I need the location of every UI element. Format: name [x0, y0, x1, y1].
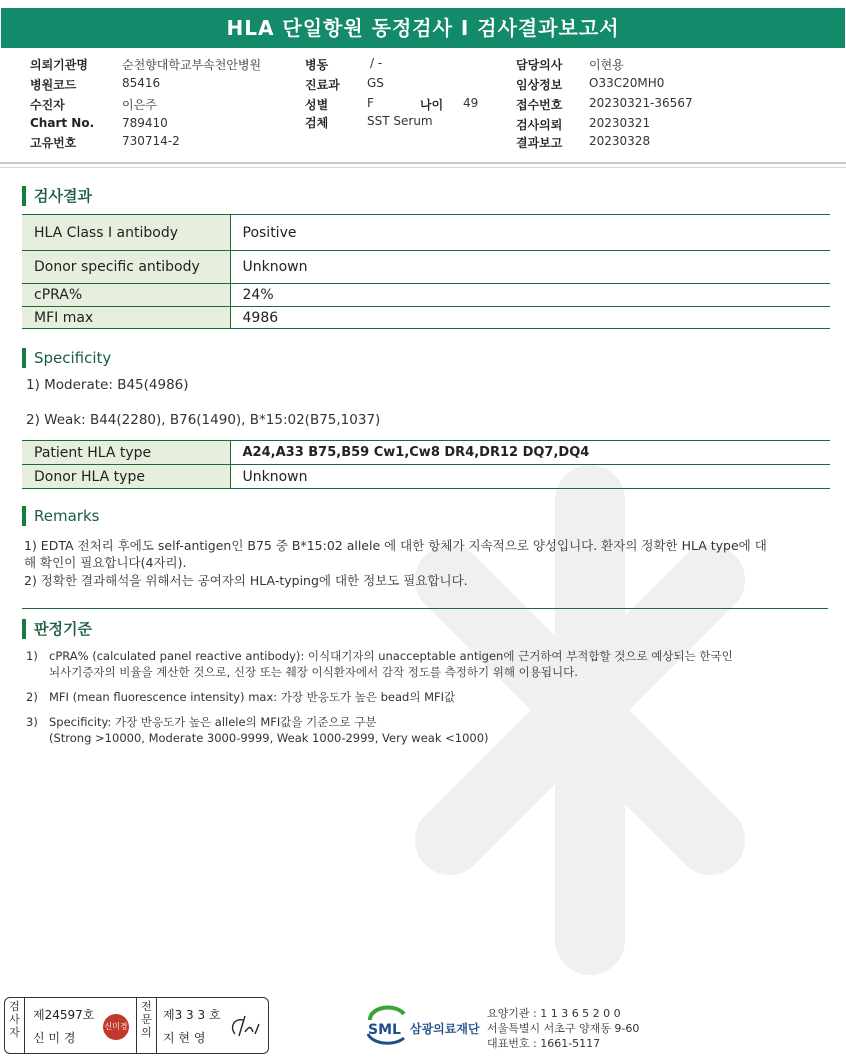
info-label: 결과보고 — [516, 136, 563, 150]
result-label: cPRA% — [22, 284, 230, 307]
info-value: 이은주 — [122, 98, 157, 112]
criteria-line: Specificity: 가장 반응도가 높은 allele의 MFI값을 기준으로 구분 — [49, 715, 377, 729]
reviewer-label: 전문의 — [137, 998, 157, 1053]
specificity-heading: Specificity — [22, 348, 111, 368]
tester-name: 신 미 경 — [33, 1031, 76, 1045]
reviewer-name: 지 현 영 — [163, 1031, 206, 1045]
info-value: 20230321-36567 — [589, 96, 693, 110]
hla-value: Unknown — [230, 465, 830, 489]
criteria-line: cPRA% (calculated panel reactive antibody): 이식대기자의 unacceptable antigen에 근거하여 부적합할 것으로 예상되는 한국인 — [49, 649, 733, 663]
result-value: Unknown — [230, 251, 830, 284]
specificity-line: 2) Weak: B44(2280), B76(1490), B*15:02(B75,1037) — [26, 412, 381, 428]
info-label: 성별 — [305, 98, 329, 112]
signature-box — [4, 997, 269, 1054]
info-value: 20230321 — [589, 116, 651, 130]
info-label: 검체 — [305, 116, 329, 130]
specificity-line: 1) Moderate: B45(4986) — [26, 377, 189, 393]
info-label: 임상정보 — [516, 78, 563, 92]
result-value: 24% — [230, 284, 830, 307]
results-heading: 검사결과 — [22, 186, 92, 206]
criteria-line: 뇌사기증자의 비율을 계산한 것으로, 신장 또는 췌장 이식환자에서 감작 정도를 측정하기 위해 이용됩니다. — [49, 665, 578, 679]
result-value: 4986 — [230, 307, 830, 329]
logo-text: SML — [368, 1022, 401, 1038]
info-value: / - — [370, 56, 383, 70]
info-value: 789410 — [122, 116, 168, 130]
tester-license: 제24597호 — [33, 1008, 95, 1022]
table-row — [22, 215, 830, 251]
signature-icon — [225, 1012, 265, 1042]
divider — [22, 608, 828, 609]
table-row — [22, 284, 830, 307]
tester-stamp: 신미경 — [103, 1014, 129, 1040]
info-label: 병원코드 — [30, 78, 77, 92]
remarks-heading: Remarks — [22, 506, 99, 526]
remark-line: 2) 정확한 결과해석을 위해서는 공여자의 HLA-typing에 대한 정보도 필요합니다. — [24, 573, 468, 588]
info-label: 고유번호 — [30, 136, 77, 150]
org-line: 서울특별시 서초구 양재동 9-60 — [487, 1022, 640, 1035]
info-value: O33C20MH0 — [589, 76, 665, 90]
table-row — [22, 465, 830, 489]
info-value: F — [367, 96, 374, 110]
divider — [0, 162, 846, 164]
info-value: 20230328 — [589, 134, 651, 148]
hla-table — [22, 440, 830, 489]
criteria-num: 1) — [26, 649, 38, 663]
hla-label: Patient HLA type — [22, 441, 230, 465]
info-label: Chart No. — [30, 116, 95, 130]
info-label: 진료과 — [305, 78, 340, 92]
report-title: HLA 단일항원 동정검사 I 검사결과보고서 — [1, 8, 845, 48]
info-label: 의뢰기관명 — [30, 58, 88, 72]
result-label: HLA Class I antibody — [22, 215, 230, 251]
criteria-num: 2) — [26, 690, 38, 704]
remark-line: 해 확인이 필요합니다(4자리). — [24, 555, 187, 570]
info-label: 병동 — [305, 58, 329, 72]
info-value: 이현용 — [589, 58, 624, 72]
result-label: Donor specific antibody — [22, 251, 230, 284]
age-label: 나이 — [420, 98, 444, 112]
info-value: GS — [367, 76, 384, 90]
divider — [0, 167, 846, 168]
hla-label: Donor HLA type — [22, 465, 230, 489]
reviewer-license: 제3 3 3 호 — [163, 1008, 221, 1022]
criteria-line: MFI (mean fluorescence intensity) max: 가장 반응도가 높은 bead의 MFI값 — [49, 690, 456, 704]
table-row — [22, 307, 830, 329]
info-value: 85416 — [122, 76, 161, 90]
table-row — [22, 441, 830, 465]
hla-value: A24,A33 B75,B59 Cw1,Cw8 DR4,DR12 DQ7,DQ4 — [230, 441, 830, 465]
tester-label: 검사자 — [5, 998, 25, 1053]
info-label: 접수번호 — [516, 98, 563, 112]
criteria-heading: 판정기준 — [22, 619, 92, 639]
info-value: 730714-2 — [122, 134, 180, 148]
patient-info — [0, 56, 846, 156]
info-label: 담당의사 — [516, 58, 563, 72]
result-label: MFI max — [22, 307, 230, 329]
criteria-line: (Strong >10000, Moderate 3000-9999, Weak 1000-2999, Very weak <1000) — [49, 731, 489, 745]
org-line: 요양기관 : 1 1 3 6 5 2 0 0 — [487, 1007, 621, 1020]
results-table — [22, 214, 830, 329]
org-info — [487, 1006, 639, 1051]
age-value: 49 — [463, 96, 479, 110]
info-label: 검사의뢰 — [516, 118, 563, 132]
info-label: 수진자 — [30, 98, 65, 112]
result-value: Positive — [230, 215, 830, 251]
criteria-num: 3) — [26, 715, 38, 729]
org-line: 대표번호 : 1661-5117 — [487, 1037, 601, 1050]
remark-line: 1) EDTA 전처리 후에도 self-antigen인 B75 중 B*15:02 allele 에 대한 항체가 지속적으로 양성입니다. 환자의 정확한 HLA type에 대 — [24, 538, 767, 553]
info-value: 순천향대학교부속천안병원 — [122, 58, 262, 72]
table-row — [22, 251, 830, 284]
org-name: 삼광의료재단 — [410, 1022, 480, 1036]
info-value: SST Serum — [367, 114, 433, 128]
